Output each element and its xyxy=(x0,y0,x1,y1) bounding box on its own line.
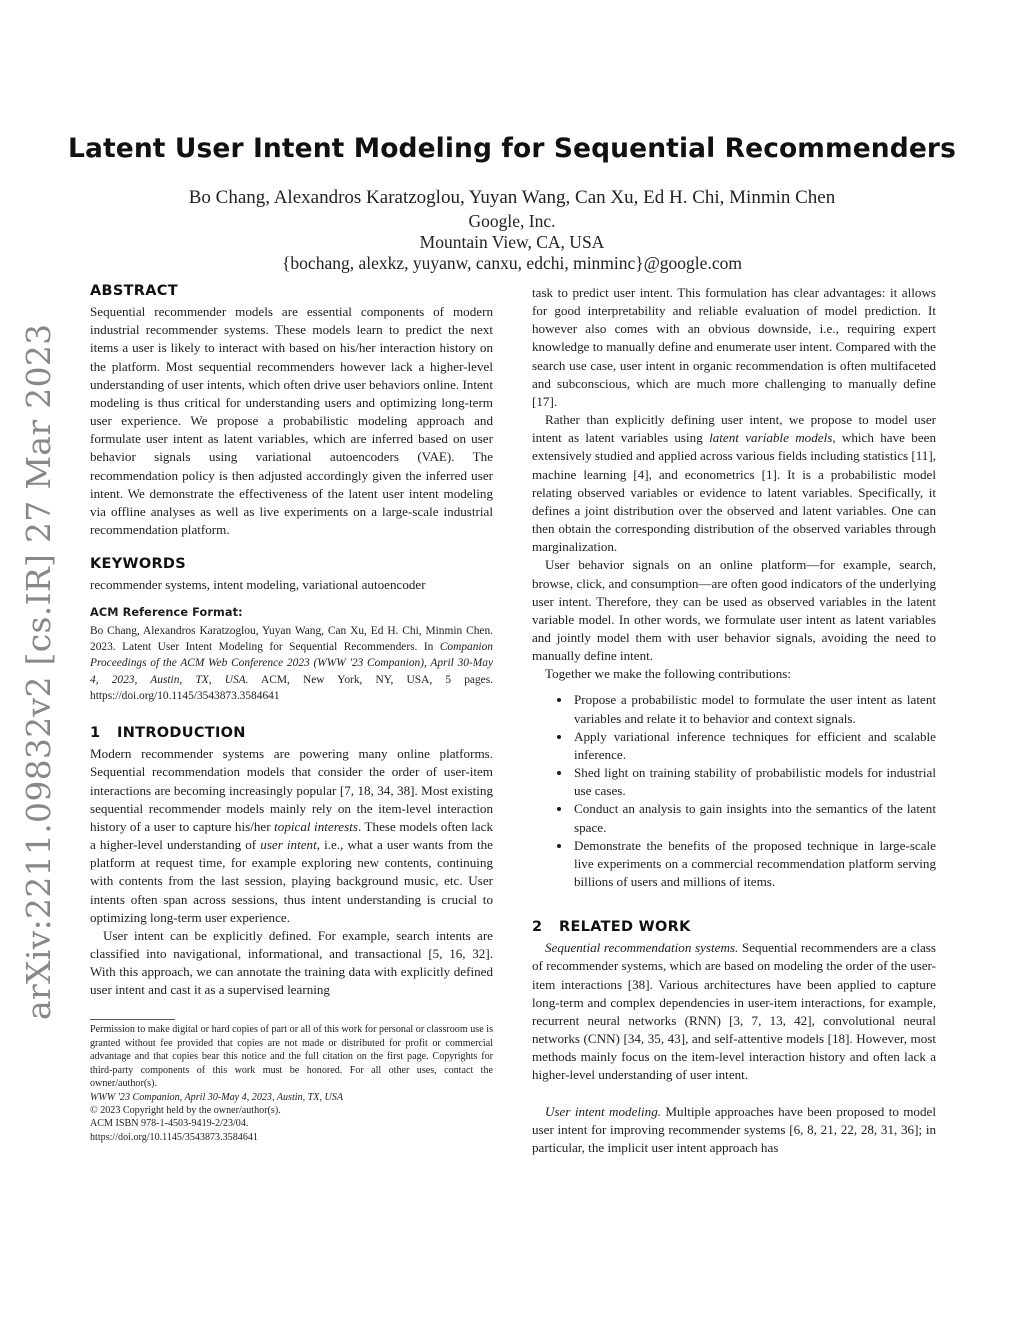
author-block xyxy=(0,186,1024,274)
footnote-rule xyxy=(90,1019,175,1020)
abstract-heading: ABSTRACT xyxy=(90,283,178,299)
related-p1-title: Sequential recommendation systems. xyxy=(545,940,739,956)
related-paragraph-2 xyxy=(532,1103,936,1157)
intro-p1-part-c: . These models often lack a higher-level understanding of xyxy=(90,818,494,853)
related-paragraph-1 xyxy=(532,939,936,1084)
intro-p1-user-intent: user intent xyxy=(260,837,317,853)
intro-p4-part-c: , which have been extensively studied and applied across various fields including statistics [11], machine learning [4], and econometrics [1]. It is a probabilistic model relating observed variables or evidence to latent variables. Specifically, it defines a joint distribution over the observed and latent variables. One can then obtain the corresponding distribution of the observed variables through marginalization. xyxy=(532,430,937,555)
intro-p1-part-e: , i.e., what a user wants from the platform at request time, for example exploring new contents, continuing with contents from the last session, playing background music, etc. User intents often span across sessions, thus intent understanding is crucial to optimizing long-term user experience. xyxy=(90,837,493,925)
intro-p4-latent-variable-models: latent variable models xyxy=(709,430,833,446)
list-item: • Conduct an analysis to gain insights into the semantics of the latent space. xyxy=(572,800,936,836)
intro-paragraph-3: task to predict user intent. This formulation has clear advantages: it allows for good interpretability and reliable evaluation of model prediction. It however also comes with an obvious downside, i.e., requiring expert knowledge to manually define and enumerate user intent. Compared with the search use case, user intent in organic recommendation is often multifaceted and subconscious, which are much more challenging to manually define [17]. xyxy=(532,285,936,409)
keywords-heading: KEYWORDS xyxy=(90,556,187,573)
intro-paragraph-2: User intent can be explicitly defined. For example, search intents are classified into navigational, informational, and transactional [5, 16, 32]. With this approach, we can annotate the training data with explicitly defined user intent and cast it as a supervised learning xyxy=(90,927,493,998)
acm-reference-publisher: ACM, New York, NY, USA, 5 pages. https://doi.org/10.1145/3543873.3584641 xyxy=(90,673,493,702)
related-p1-text: Sequential recommenders are a class of recommender systems, which are based on modeling the order of the user-item interactions [38]. Various architectures have been applied to capture long-term and complex dependencies in user-item interactions, for example, recurrent neural networks (RNN) [3, 7, 13, 42], convolutional neural networks (CNN) [34, 35, 43], and self-attentive models [18]. However, most methods mainly focus on the item-level interaction history and often lack a higher-level understanding of user intent. xyxy=(532,940,937,1083)
left-column xyxy=(90,282,493,1144)
doi-line: https://doi.org/10.1145/3543873.3584641 xyxy=(90,1131,258,1143)
arxiv-identifier-stamp xyxy=(14,323,64,1020)
contributions-list xyxy=(532,691,936,891)
intro-paragraph-5: User behavior signals on an online platform—for example, search, browse, click, and consumption—are often good indicators of the underlying user intent. Therefore, they can be used as observed variables in the latent variable model. In other words, we formulate user intent as latent variables and jointly model them with user behavior signals, avoiding the need to manually define intent. xyxy=(532,557,936,664)
intro-paragraph-6: Together we make the following contributions: xyxy=(545,666,791,682)
author-names: Bo Chang, Alexandros Karatzoglou, Yuyan Wang, Can Xu, Ed H. Chi, Minmin Chen xyxy=(188,187,836,208)
author-emails: {bochang, alexkz, yuyanw, canxu, edchi, minminc}@google.com xyxy=(282,253,742,273)
footnote-block xyxy=(90,1019,493,1144)
list-item: • Demonstrate the benefits of the proposed technique in large-scale live experiments on a commercial recommendation platform serving billions of users and millions of items. xyxy=(572,837,936,891)
acm-reference-heading: ACM Reference Format: xyxy=(90,605,243,619)
copyright-line: © 2023 Copyright held by the owner/author(s). xyxy=(90,1104,281,1116)
acm-reference-text xyxy=(90,623,493,704)
location: Mountain View, CA, USA xyxy=(419,232,605,252)
acm-reference-authors: Bo Chang, Alexandros Karatzoglou, Yuyan Wang, Can Xu, Ed H. Chi, Minmin Chen. 2023. Latent User Intent Modeling for Sequential Recommenders. In xyxy=(90,624,493,653)
intro-p1-topical-interests: topical interests xyxy=(274,818,358,834)
related-p2-text: Multiple approaches have been proposed to model user intent for improving recommender systems [6, 8, 21, 22, 28, 31, 36]; in particular, the implicit user intent approach has xyxy=(532,1103,936,1155)
related-p2-title: User intent modeling. xyxy=(545,1103,662,1119)
abstract-text: Sequential recommender models are essential components of modern industrial recommender systems. These models learn to predict the next items a user is likely to interact with based on his/her interaction history on the platform. Most sequential recommenders however lack a higher-level understanding of user intents, which often drive user behaviors online. Intent modeling is thus critical for understanding users and optimizing long-term user experience. We propose a probabilistic modeling approach and formulate user intent as latent variables, which are inferred based on user behavior signals using variational autoencoders (VAE). The recommendation policy is then adjusted accordingly given the inferred user intent. We demonstrate the effectiveness of the latent user intent modeling via offline analyses as well as live experiments on a large-scale industrial recommendation platform. xyxy=(90,304,493,538)
arxiv-identifier-text: arXiv:2211.09832v2 [cs.IR] 27 Mar 2023 xyxy=(19,323,58,1020)
section-title: RELATED WORK xyxy=(559,919,691,936)
list-item: • Apply variational inference techniques for efficient and scalable inference. xyxy=(572,728,936,764)
permission-notice: Permission to make digital or hard copies of part or all of this work for personal or classroom use is granted without fee provided that copies are not made or distributed for profit or commercial advantage and that copies bear this notice and the full citation on the first page. Copyrights for third-party components of this work must be honored. For all other uses, contact the owner/author(s). xyxy=(90,1024,493,1090)
acm-reference-venue: Companion Proceedings of the ACM Web Conference 2023 (WWW '23 Companion), April 30-May 4, 2023, Austin, TX, USA. xyxy=(90,640,493,686)
footnote-venue xyxy=(90,1091,493,1104)
paper-title: Latent User Intent Modeling for Sequential Recommenders xyxy=(68,133,956,164)
intro-paragraph-4 xyxy=(532,411,936,556)
section-number: 1 xyxy=(90,725,101,742)
right-column xyxy=(532,284,936,1157)
related-work-heading xyxy=(532,918,936,936)
introduction-heading xyxy=(90,724,493,742)
intro-p1-part-a: Modern recommender systems are powering many online platforms. Sequential recommendation models that consider the order of user-item interactions are becoming increasingly popular [7, 18, 34, 38]. Most existing sequential recommender models mainly rely on the item-level interaction history of a user to capture his/her xyxy=(90,746,493,834)
intro-p4-part-a: Rather than explicitly defining user intent, we propose to model user intent as latent variables using xyxy=(532,412,936,446)
intro-paragraph-1 xyxy=(90,745,493,927)
keywords-text: recommender systems, intent modeling, variational autoencoder xyxy=(90,577,426,593)
footnote-venue-text: WWW '23 Companion, April 30-May 4, 2023, Austin, TX, USA xyxy=(90,1091,343,1103)
section-title: INTRODUCTION xyxy=(117,725,246,742)
affiliation: Google, Inc. xyxy=(468,211,556,231)
list-item: • Propose a probabilistic model to formulate the user intent as latent variables and relate it to behavior and context signals. xyxy=(572,691,936,727)
section-number: 2 xyxy=(532,919,543,936)
list-item: • Shed light on training stability of probabilistic models for industrial use cases. xyxy=(572,764,936,800)
isbn-line: ACM ISBN 978-1-4503-9419-2/23/04. xyxy=(90,1118,249,1130)
